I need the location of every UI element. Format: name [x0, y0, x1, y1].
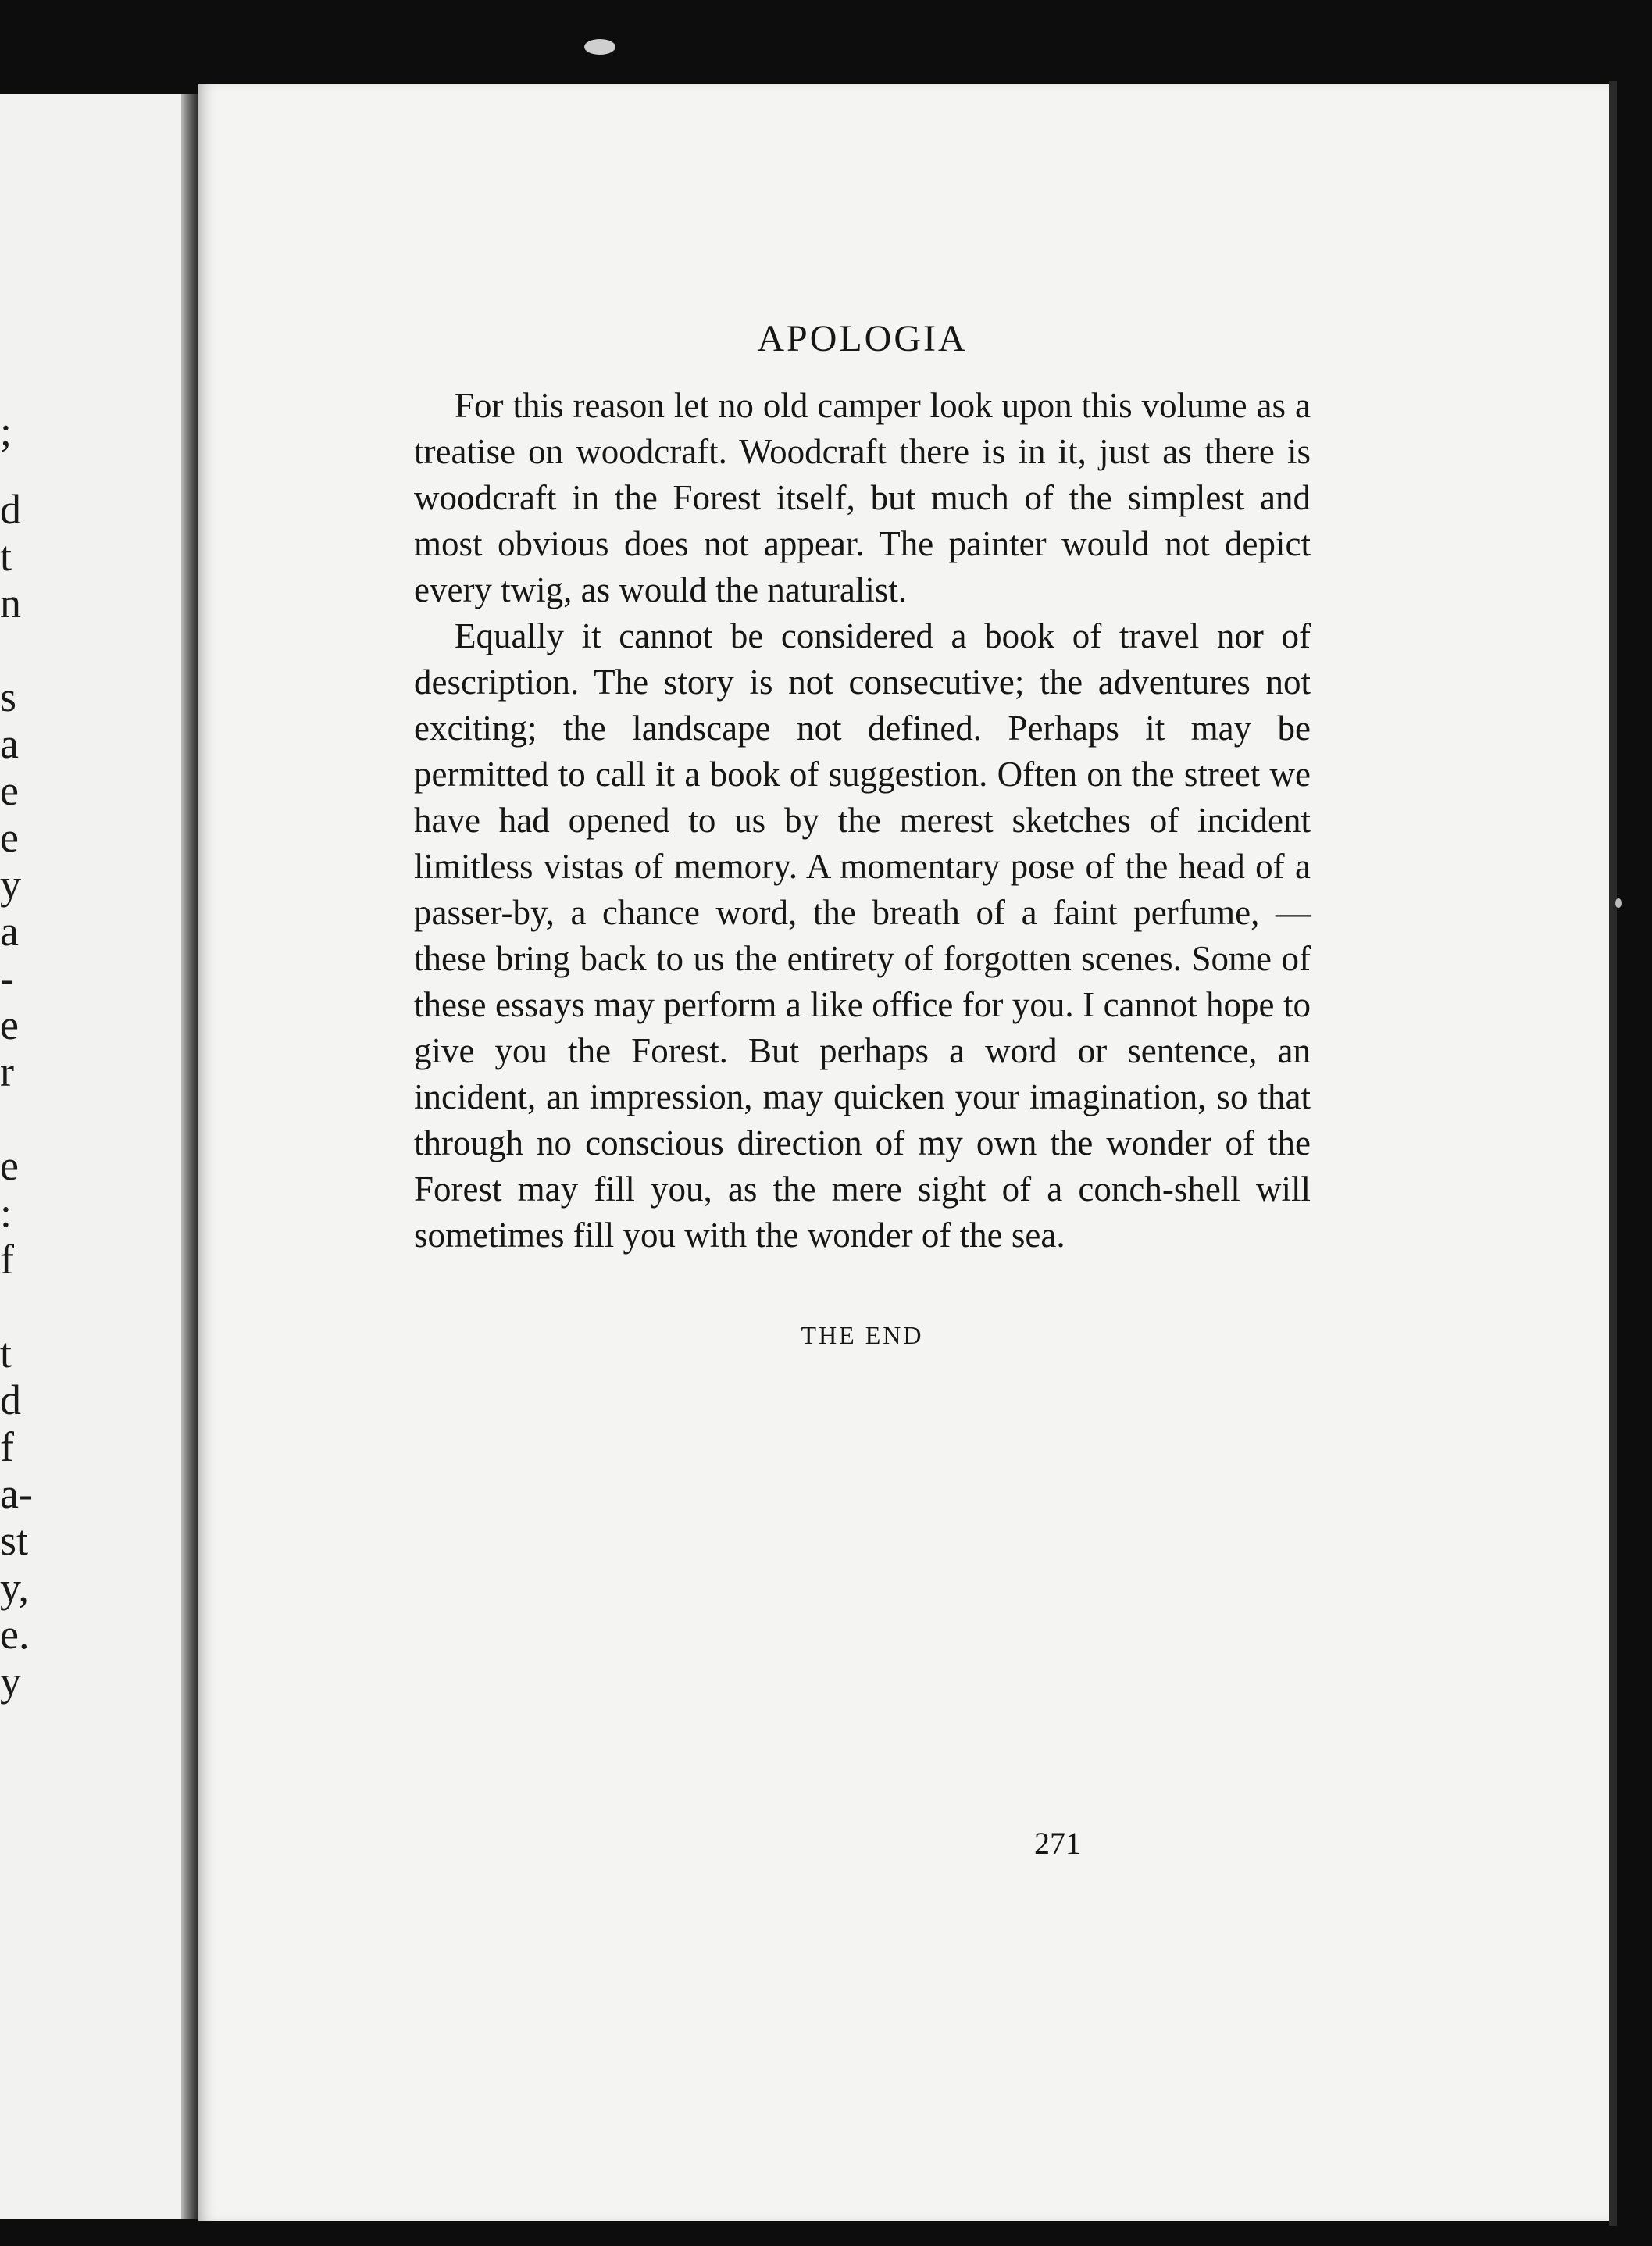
edge-letter: y — [0, 861, 21, 908]
left-facing-page — [0, 94, 187, 2219]
page-text-block — [414, 319, 1311, 1348]
edge-letter: f — [0, 1423, 14, 1470]
edge-letter: r — [0, 1048, 14, 1095]
edge-letter: y, — [0, 1564, 29, 1611]
edge-letter: e — [0, 1142, 19, 1189]
end-mark: THE END — [801, 1321, 924, 1349]
edge-letter: a — [0, 720, 19, 767]
edge-letter: e. — [0, 1611, 30, 1658]
edge-letter: e — [0, 767, 19, 814]
paragraph: For this reason let no old camper look upon this volume as a treatise on woodcraft. Woodcraft there is in it, just as there is woodcraft in the Forest itself, but much of the simplest and most obvious does not appear. The painter would not depict every twig, as would the naturalist. — [414, 386, 1311, 609]
edge-letter: d — [0, 486, 21, 533]
edge-letter: t — [0, 1330, 12, 1377]
page-number: 271 — [1034, 1826, 1081, 1861]
left-page-cut-off-text — [0, 94, 31, 2219]
edge-letter: f — [0, 1236, 14, 1283]
edge-letter: t — [0, 533, 12, 580]
edge-letter: e — [0, 814, 19, 861]
main-page — [198, 84, 1609, 2221]
scan-speck — [1615, 898, 1622, 908]
edge-letter: d — [0, 1377, 21, 1423]
edge-letter: ; — [0, 408, 12, 455]
book-gutter — [181, 94, 198, 2219]
edge-letter: a- — [0, 1470, 33, 1517]
edge-letter: - — [0, 955, 14, 1002]
page-edge-shadow — [1609, 81, 1617, 2226]
edge-letter: n — [0, 580, 21, 627]
edge-letter: : — [0, 1189, 12, 1236]
edge-letter: e — [0, 1002, 19, 1048]
scan-speck — [584, 39, 615, 55]
edge-letter: s — [0, 673, 17, 720]
paragraph: Equally it cannot be considered a book of travel nor of description. The story is not consecutive; the adventures not exciting; the landscape not defined. Perhaps it may be permitted to call it a book of suggestion. Often on the street we have had opened to us by the merest sketches of incident limitless vistas of memory. A momentary pose of the head of a passer-by, a chance word, the breath of a faint perfume, — these bring back to us the entirety of forgotten scenes. Some of these essays may perform a like office for you. I cannot hope to give you the Forest. But perhaps a word or sentence, an incident, an impression, may quicken your imagination, so that through no conscious direction of my own the wonder of the Forest may fill you, as the mere sight of a conch-shell will sometimes fill you with the wonder of the sea. — [414, 616, 1311, 1255]
page-title: APOLOGIA — [757, 318, 968, 359]
edge-letter: a — [0, 908, 19, 955]
edge-letter: y — [0, 1658, 21, 1705]
edge-letter: st — [0, 1517, 29, 1564]
